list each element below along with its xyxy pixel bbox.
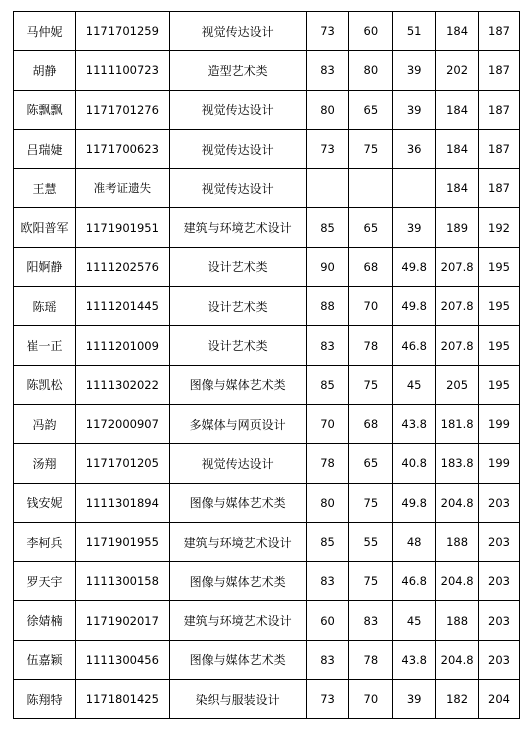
table-row [14,326,520,365]
score1-cell: 83 [306,326,349,365]
major-cell: 视觉传达设计 [169,90,306,129]
id-cell: 1111300158 [75,562,169,601]
score2-cell: 55 [349,522,393,561]
score3-cell: 43.8 [393,640,436,679]
rank-cell: 195 [479,247,520,286]
rank-cell: 192 [479,208,520,247]
score3-cell: 49.8 [393,247,436,286]
score2-cell: 75 [349,483,393,522]
table-row [14,287,520,326]
major-cell: 视觉传达设计 [169,12,306,51]
name-cell: 徐婧楠 [14,601,76,640]
total-cell: 184 [436,90,479,129]
total-cell: 184 [436,12,479,51]
total-cell: 204.8 [436,483,479,522]
score1-cell: 83 [306,562,349,601]
table-row [14,247,520,286]
name-cell: 冯韵 [14,404,76,443]
score2-cell: 65 [349,208,393,247]
score1-cell [306,169,349,208]
score1-cell: 73 [306,680,349,719]
name-cell: 伍嘉颖 [14,640,76,679]
score3-cell: 36 [393,129,436,168]
score3-cell: 48 [393,522,436,561]
score3-cell: 46.8 [393,326,436,365]
id-cell: 1172000907 [75,404,169,443]
table-row [14,12,520,51]
total-cell: 183.8 [436,444,479,483]
rank-cell: 187 [479,51,520,90]
id-cell: 1171701205 [75,444,169,483]
score2-cell: 65 [349,90,393,129]
score3-cell: 45 [393,601,436,640]
total-cell: 207.8 [436,247,479,286]
score3-cell [393,169,436,208]
name-cell: 王慧 [14,169,76,208]
total-cell: 207.8 [436,326,479,365]
score2-cell: 75 [349,562,393,601]
major-cell: 染织与服装设计 [169,680,306,719]
score3-cell: 40.8 [393,444,436,483]
major-cell: 建筑与环境艺术设计 [169,208,306,247]
rank-cell: 203 [479,562,520,601]
name-cell: 陈凯松 [14,365,76,404]
rank-cell: 204 [479,680,520,719]
rank-cell: 199 [479,404,520,443]
id-cell: 1111201445 [75,287,169,326]
id-cell: 1171902017 [75,601,169,640]
rank-cell: 203 [479,522,520,561]
major-cell: 多媒体与网页设计 [169,404,306,443]
major-cell: 图像与媒体艺术类 [169,365,306,404]
rank-cell: 203 [479,640,520,679]
score2-cell: 68 [349,404,393,443]
total-cell: 181.8 [436,404,479,443]
score-table-body [14,12,520,719]
score2-cell: 83 [349,601,393,640]
total-cell: 182 [436,680,479,719]
score2-cell: 78 [349,640,393,679]
name-cell: 罗天宇 [14,562,76,601]
name-cell: 钱安妮 [14,483,76,522]
major-cell: 建筑与环境艺术设计 [169,601,306,640]
major-cell: 视觉传达设计 [169,129,306,168]
score1-cell: 73 [306,12,349,51]
major-cell: 视觉传达设计 [169,444,306,483]
name-cell: 胡静 [14,51,76,90]
rank-cell: 203 [479,483,520,522]
total-cell: 207.8 [436,287,479,326]
name-cell: 陈飘飘 [14,90,76,129]
name-cell: 马仲妮 [14,12,76,51]
name-cell: 吕瑞婕 [14,129,76,168]
total-cell: 202 [436,51,479,90]
major-cell: 图像与媒体艺术类 [169,562,306,601]
total-cell: 189 [436,208,479,247]
score1-cell: 83 [306,51,349,90]
score2-cell: 75 [349,365,393,404]
score3-cell: 45 [393,365,436,404]
score1-cell: 90 [306,247,349,286]
table-row [14,208,520,247]
id-cell: 1171901955 [75,522,169,561]
score3-cell: 39 [393,208,436,247]
id-cell: 1111100723 [75,51,169,90]
score-table [13,11,520,719]
major-cell: 图像与媒体艺术类 [169,640,306,679]
score1-cell: 88 [306,287,349,326]
total-cell: 184 [436,169,479,208]
rank-cell: 203 [479,601,520,640]
score2-cell: 70 [349,680,393,719]
name-cell: 汤翔 [14,444,76,483]
major-cell: 图像与媒体艺术类 [169,483,306,522]
rank-cell: 187 [479,169,520,208]
score1-cell: 73 [306,129,349,168]
rank-cell: 195 [479,287,520,326]
score1-cell: 78 [306,444,349,483]
major-cell: 造型艺术类 [169,51,306,90]
major-cell: 设计艺术类 [169,287,306,326]
name-cell: 陈翔特 [14,680,76,719]
total-cell: 188 [436,522,479,561]
name-cell: 陈瑶 [14,287,76,326]
id-cell: 准考证遗失 [75,169,169,208]
id-cell: 1111202576 [75,247,169,286]
score2-cell: 68 [349,247,393,286]
table-row [14,169,520,208]
table-row [14,90,520,129]
score2-cell: 70 [349,287,393,326]
name-cell: 欧阳普军 [14,208,76,247]
score2-cell: 60 [349,12,393,51]
score1-cell: 80 [306,90,349,129]
total-cell: 204.8 [436,640,479,679]
score1-cell: 83 [306,640,349,679]
id-cell: 1171701259 [75,12,169,51]
total-cell: 205 [436,365,479,404]
rank-cell: 199 [479,444,520,483]
table-row [14,680,520,719]
table-row [14,562,520,601]
table-row [14,51,520,90]
table-row [14,640,520,679]
score3-cell: 46.8 [393,562,436,601]
major-cell: 设计艺术类 [169,326,306,365]
rank-cell: 187 [479,90,520,129]
table-row [14,522,520,561]
table-row [14,444,520,483]
id-cell: 1111301894 [75,483,169,522]
score1-cell: 85 [306,365,349,404]
rank-cell: 195 [479,326,520,365]
name-cell: 李柯兵 [14,522,76,561]
rank-cell: 187 [479,129,520,168]
table-row [14,601,520,640]
score1-cell: 85 [306,522,349,561]
major-cell: 设计艺术类 [169,247,306,286]
table-row [14,365,520,404]
score2-cell: 78 [349,326,393,365]
score1-cell: 70 [306,404,349,443]
rank-cell: 195 [479,365,520,404]
id-cell: 1111300456 [75,640,169,679]
score2-cell: 65 [349,444,393,483]
score1-cell: 85 [306,208,349,247]
id-cell: 1111302022 [75,365,169,404]
id-cell: 1111201009 [75,326,169,365]
total-cell: 184 [436,129,479,168]
score3-cell: 39 [393,90,436,129]
score3-cell: 49.8 [393,483,436,522]
score1-cell: 80 [306,483,349,522]
score3-cell: 39 [393,51,436,90]
total-cell: 188 [436,601,479,640]
score3-cell: 39 [393,680,436,719]
major-cell: 建筑与环境艺术设计 [169,522,306,561]
major-cell: 视觉传达设计 [169,169,306,208]
score3-cell: 43.8 [393,404,436,443]
score2-cell: 75 [349,129,393,168]
score2-cell: 80 [349,51,393,90]
table-row [14,483,520,522]
table-row [14,129,520,168]
table-row [14,404,520,443]
id-cell: 1171901951 [75,208,169,247]
id-cell: 1171700623 [75,129,169,168]
id-cell: 1171801425 [75,680,169,719]
score3-cell: 51 [393,12,436,51]
score2-cell [349,169,393,208]
score1-cell: 60 [306,601,349,640]
id-cell: 1171701276 [75,90,169,129]
score3-cell: 49.8 [393,287,436,326]
total-cell: 204.8 [436,562,479,601]
name-cell: 崔一正 [14,326,76,365]
rank-cell: 187 [479,12,520,51]
name-cell: 阳婀静 [14,247,76,286]
